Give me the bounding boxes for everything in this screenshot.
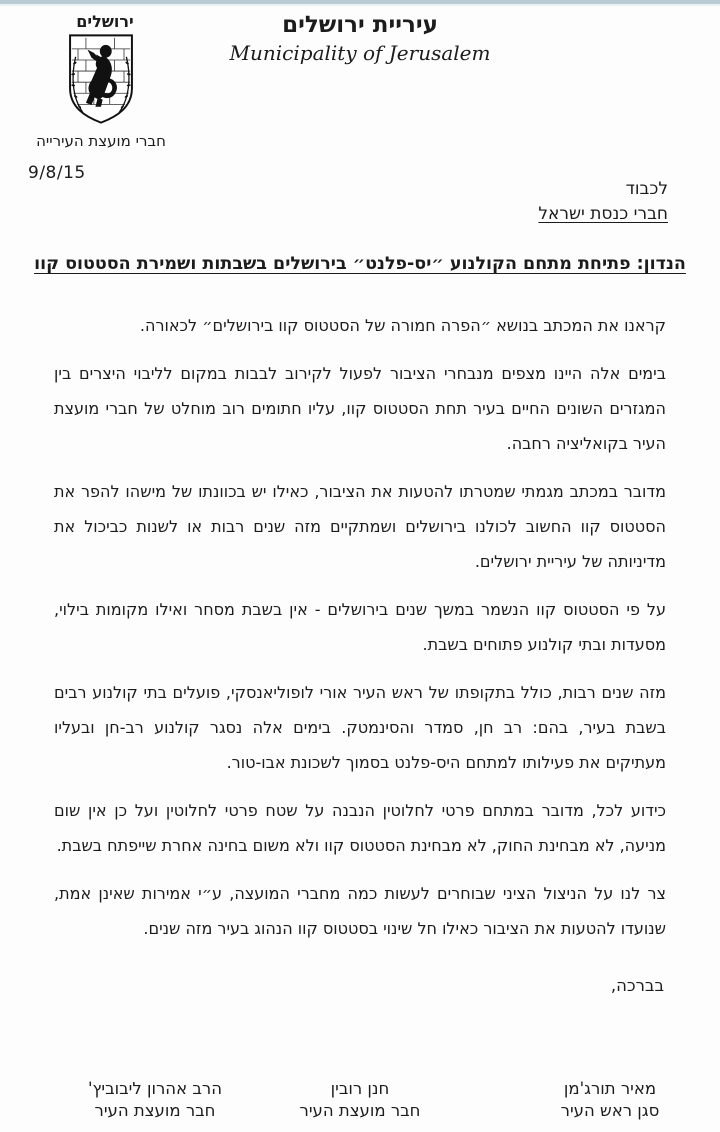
paragraph-6: כידוע לכל, מדובר במתחם פרטי לחלוטין הנבנה על שטח פרטי לחלוטין ועל כן אין שום מניעה, לא מבחינת החוק, לא מבחינת הסטטוס קוו ולא משום בחינה אחרת שייפתח בשבת.: [54, 801, 666, 855]
municipality-title-en: Municipality of Jerusalem: [229, 41, 491, 66]
letter-header: [0, 12, 720, 66]
signatory-2-name: חנן רובין: [330, 1079, 390, 1098]
signatory-3-name: הרב אהרון ליבוביץ': [87, 1079, 222, 1098]
paragraph-2: בימים אלה היינו מצפים מנבחרי הציבור לפעול לקירוב לבבות במקום לליבוי היצרים בין המגזרים השונים החיים בעיר תחת הסטטוס קוו, עליו חתומים רוב מוחלט של חברי מועצת העיר בקואליציה רחבה.: [54, 364, 666, 453]
signature-block: [0, 1078, 720, 1128]
municipality-title-he: עיריית ירושלים: [282, 11, 438, 38]
top-strip: [0, 0, 720, 6]
letter-date: 9/8/15: [28, 163, 86, 183]
recipient-block: [538, 177, 668, 226]
signatory-2: [255, 1078, 465, 1123]
emblem-caption: חברי מועצת העירייה: [36, 131, 166, 150]
recipient-salutation: לכבוד: [625, 179, 668, 199]
signatory-2-title: חבר מועצת העיר: [299, 1101, 421, 1121]
paragraph-7: צר לנו על הניצול הציני שבוחרים לעשות כמה מחברי המועצה, ע״י אמירות שאינן אמת, שנועדו להטעות את הציבור כאילו חל שינוי בסטטוס קוו הנהוג בעיר מזה שנים.: [54, 884, 666, 938]
emblem-city-name: ירושלים: [76, 12, 134, 31]
letter-body: [54, 308, 666, 968]
paragraph-4: על פי הסטטוס קוו הנשמר במשך שנים בירושלים - אין בשבת מסחר ואילו מקומות בילוי, מסעדות ובתי קולנוע פתוחים בשבת.: [54, 600, 666, 654]
paragraph-1: קראנו את המכתב בנושא ״הפרה חמורה של הסטטוס קוו בירושלים״ לכאורה.: [139, 316, 666, 335]
recipient-addressee: חברי כנסת ישראל: [538, 203, 668, 224]
signatory-3-title: חבר מועצת העיר: [94, 1101, 216, 1121]
signatory-1-title: סגן ראש העיר: [560, 1101, 660, 1121]
paragraph-5: מזה שנים רבות, כולל בתקופתו של ראש העיר אורי לופוליאנסקי, פועלים בתי קולנוע רבים בשבת בעיר, בהם: רב חן, סמדר והסינמטק. בימים אלה נסגר קולנוע רב-חן ובעליו מעתיקים את פעילותו למתחם היס-פלנט בסמוך לשכונת אבו-טור.: [54, 683, 666, 772]
signatory-3: [50, 1078, 260, 1123]
signatory-1: [505, 1078, 715, 1123]
paragraph-3: מדובר במכתב מגמתי שמטרתו להטעות את הציבור, כאילו יש בכוונתו של מישהו להפר את הסטטוס קוו החשוב לכולנו בירושלים ושמתקיים מזה שנים רבות או לשנות כביכול את מדיניותה של עיריית ירושלים.: [54, 482, 666, 571]
signatory-1-name: מאיר תורג'מן: [563, 1079, 657, 1098]
subject-line: הנדון: פתיחת מתחם הקולנוע ״יס-פלנט״ בירושלים בשבתות ושמירת הסטטוס קוו: [34, 254, 686, 274]
closing-salutation: בברכה,: [610, 976, 664, 995]
